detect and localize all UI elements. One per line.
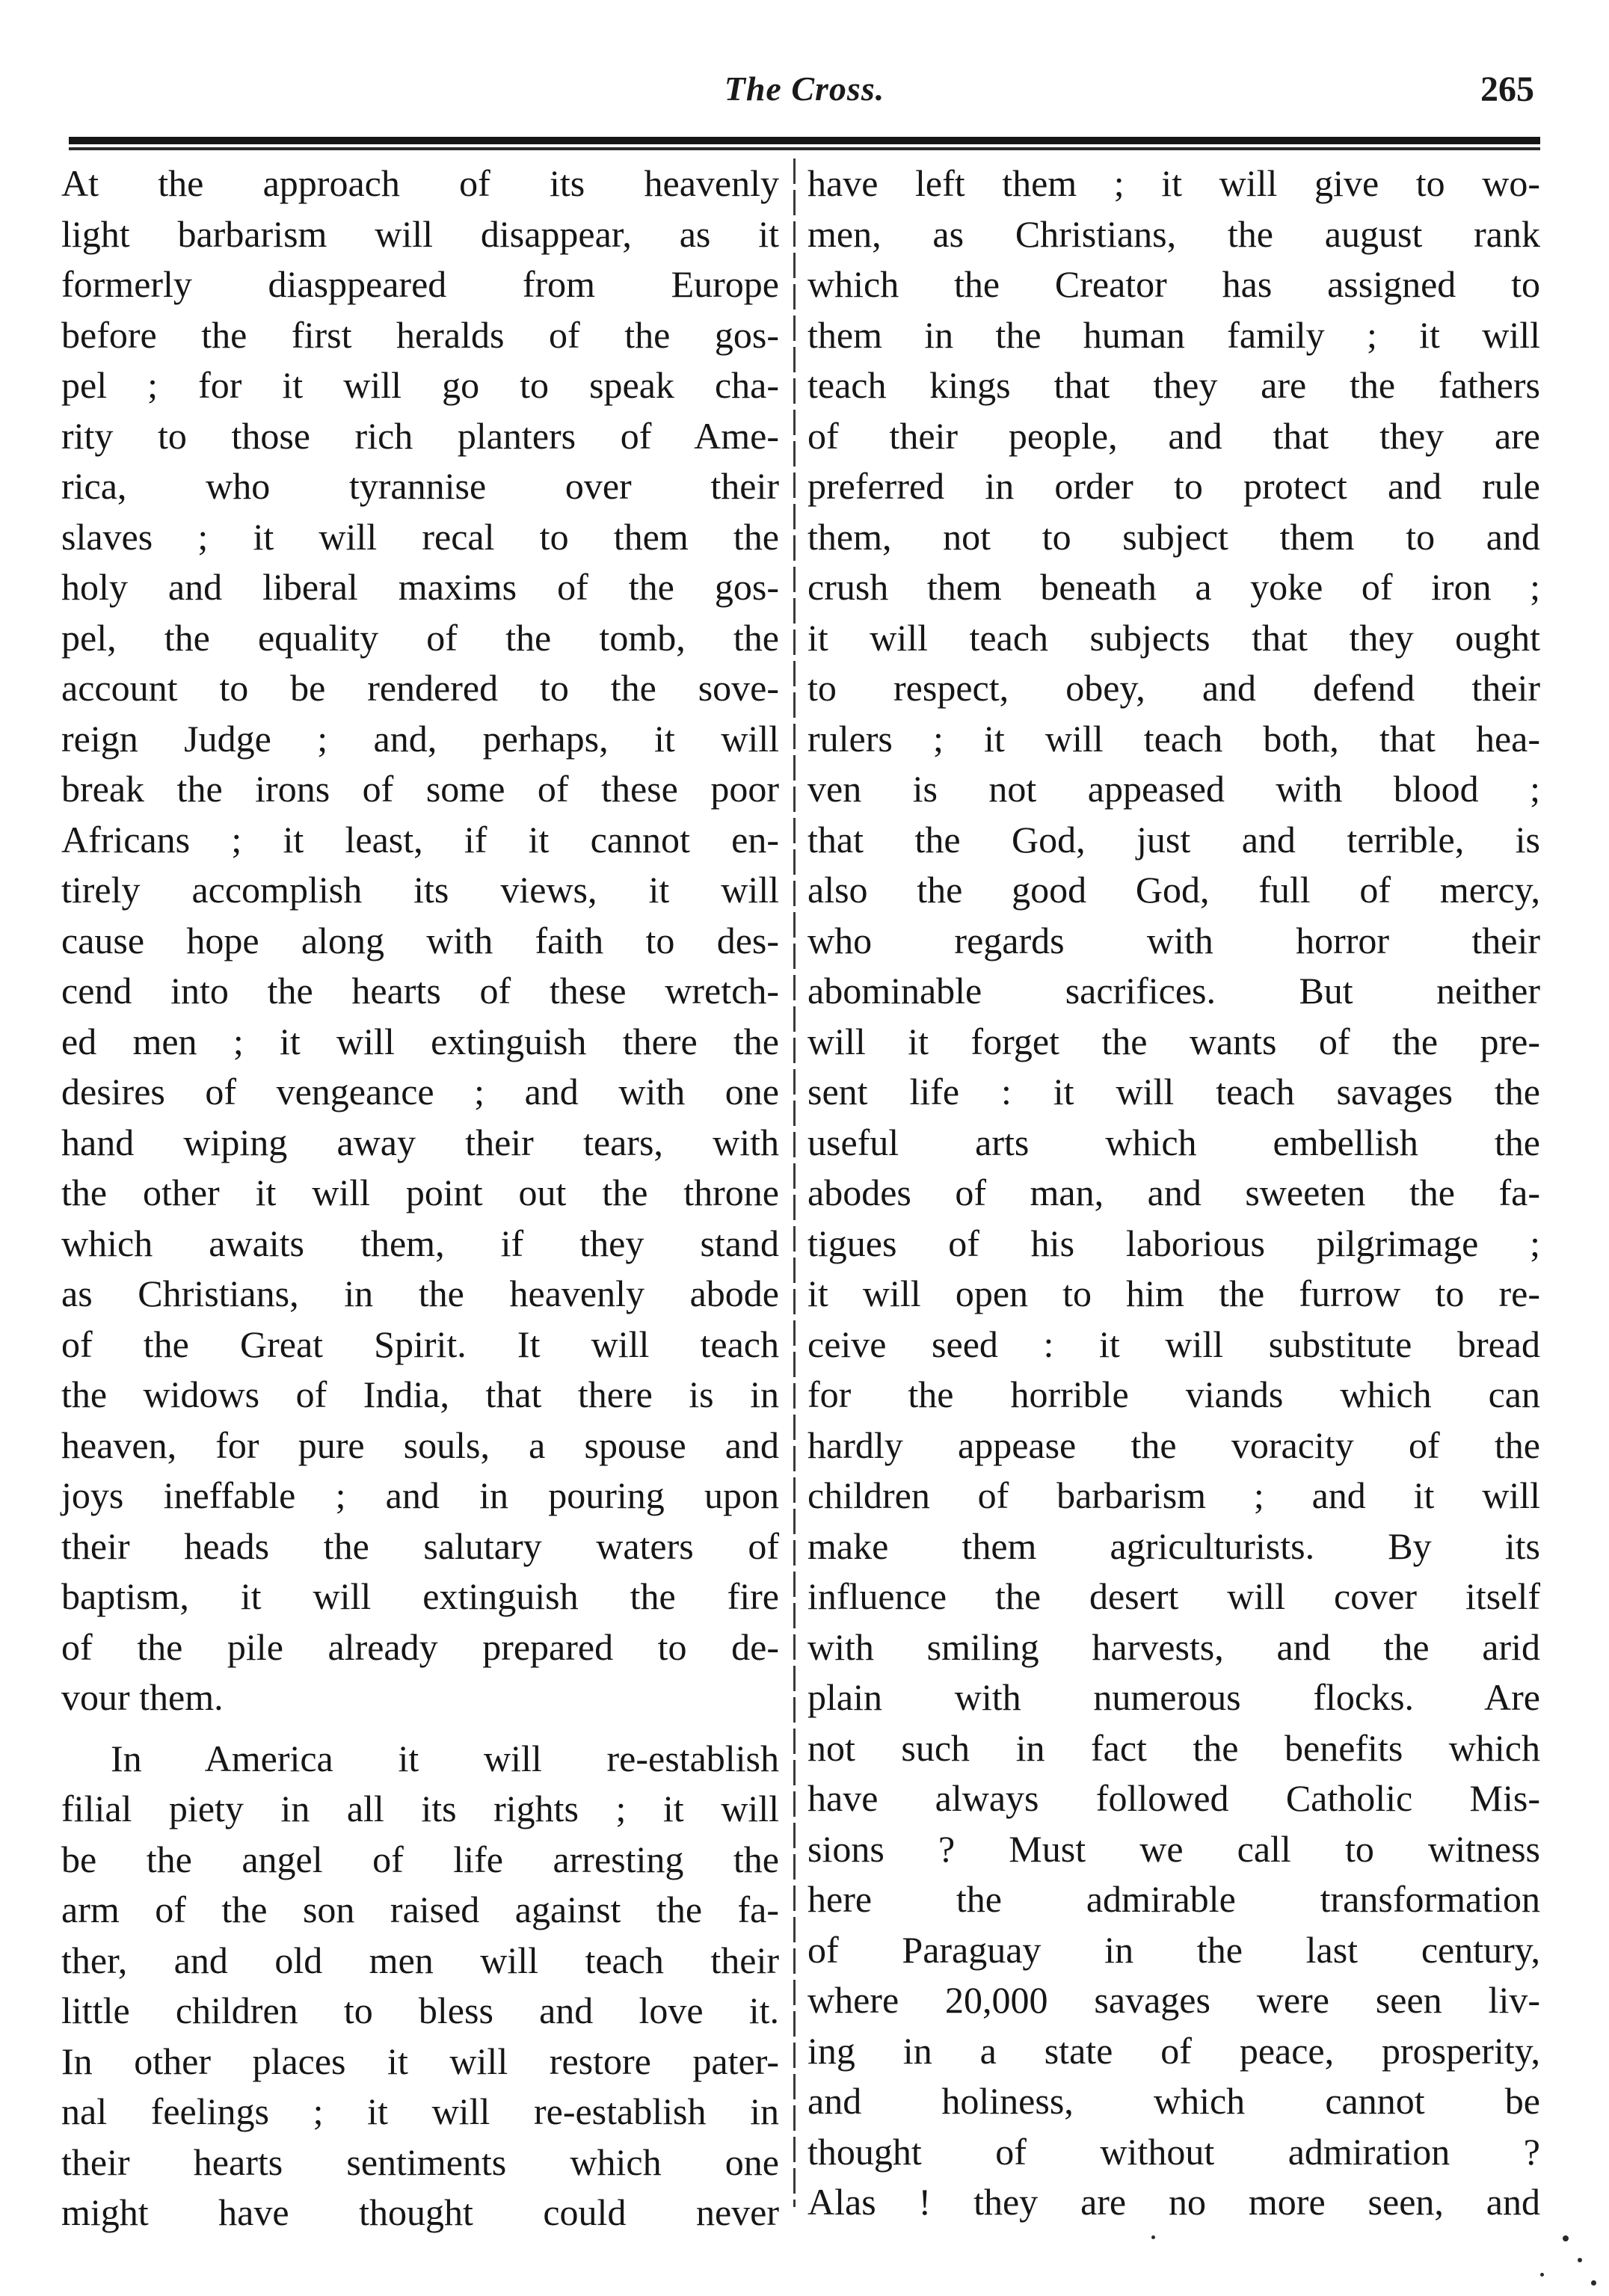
text-line: tigues of his laborious pilgrimage ; [807, 1222, 1540, 1264]
scan-speck [1563, 2235, 1569, 2241]
text-line: Alas ! they are no more seen, and [807, 2181, 1540, 2223]
text-line: useful arts which embellish the [807, 1121, 1540, 1163]
page-number: 265 [1480, 70, 1534, 109]
text-line: holy and liberal maxims of the gos- [61, 566, 779, 608]
text-line: children of barbarism ; and it will [807, 1474, 1540, 1516]
text-line: joys ineffable ; and in pouring upon [61, 1474, 779, 1516]
text-line: it will open to him the furrow to re- [807, 1272, 1540, 1314]
text-line: baptism, it will extinguish the fire [61, 1575, 779, 1617]
text-line: filial piety in all its rights ; it will [61, 1788, 779, 1829]
text-line: thought of without admiration ? [807, 2130, 1540, 2173]
left-paragraph-1 [61, 158, 779, 1723]
text-line: ther, and old men will teach their [61, 1939, 779, 1981]
text-line: little children to bless and love it. [61, 1989, 779, 2031]
text-line: that the God, just and terrible, is [807, 818, 1540, 861]
text-line: tirely accomplish its views, it will [61, 869, 779, 911]
text-line: slaves ; it will recal to them the [61, 515, 779, 558]
text-line: their hearts sentiments which one [61, 2140, 779, 2183]
text-line: ceive seed : it will substitute bread [807, 1323, 1540, 1365]
text-line: have always followed Catholic Mis- [807, 1777, 1540, 1819]
text-line: rica, who tyrannise over their [61, 465, 779, 507]
text-line: who regards with horror their [807, 919, 1540, 961]
text-line: desires of vengeance ; and with one [61, 1071, 779, 1112]
text-line: their heads the salutary waters of [61, 1524, 779, 1567]
text-line: for the horrible viands which can [807, 1373, 1540, 1415]
text-line: of Paraguay in the last century, [807, 1928, 1540, 1971]
text-line: ing in a state of peace, prosperity, [807, 2029, 1540, 2072]
text-line: them in the human family ; it will [807, 313, 1540, 356]
text-line: break the irons of some of these poor [61, 768, 779, 810]
text-line: be the angel of life arresting the [61, 1838, 779, 1880]
text-line: will it forget the wants of the pre- [807, 1020, 1540, 1062]
running-header-title: The Cross. [724, 70, 885, 108]
text-line: In other places it will restore pater- [61, 2040, 779, 2082]
text-line: of the pile already prepared to de- [61, 1625, 779, 1668]
text-line: the widows of India, that there is in [61, 1373, 779, 1415]
text-line: of the Great Spirit. It will teach [61, 1323, 779, 1365]
text-line: formerly diasppeared from Europe [61, 263, 779, 305]
text-line: and holiness, which cannot be [807, 2080, 1540, 2122]
text-line: abodes of man, and sweeten the fa- [807, 1172, 1540, 1213]
text-line: arm of the son raised against the fa- [61, 1889, 779, 1930]
right-column [807, 158, 1540, 2228]
header-rule [69, 137, 1540, 144]
scan-speck [1540, 2273, 1544, 2277]
text-line: rity to those rich planters of Ame- [61, 414, 779, 457]
header-rule-thin [69, 147, 1540, 150]
text-line: have left them ; it will give to wo- [807, 162, 1540, 204]
text-line: nal feelings ; it will re-establish in [61, 2090, 779, 2132]
text-line: them, not to subject them to and [807, 515, 1540, 558]
text-line: which awaits them, if they stand [61, 1222, 779, 1264]
text-line: as Christians, in the heavenly abode [61, 1272, 779, 1314]
text-line: here the admirable transformation [807, 1878, 1540, 1920]
text-line: ed men ; it will extinguish there the [61, 1020, 779, 1062]
scan-speck [1578, 2258, 1582, 2262]
text-line: influence the desert will cover itself [807, 1575, 1540, 1617]
text-line: reign Judge ; and, perhaps, it will [61, 717, 779, 760]
text-line: which the Creator has assigned to [807, 263, 1540, 305]
text-line: abominable sacrifices. But neither [807, 970, 1540, 1012]
text-line: At the approach of its heavenly [61, 162, 779, 204]
text-line: sions ? Must we call to witness [807, 1827, 1540, 1870]
text-line: before the first heralds of the gos- [61, 313, 779, 356]
text-line: men, as Christians, the august rank [807, 212, 1540, 255]
text-line: pel ; for it will go to speak cha- [61, 364, 779, 406]
text-line: preferred in order to protect and rule [807, 465, 1540, 507]
text-line: hardly appease the voracity of the [807, 1424, 1540, 1466]
text-line: rulers ; it will teach both, that hea- [807, 717, 1540, 760]
scan-speck [1591, 2280, 1596, 2286]
text-line: sent life : it will teach savages the [807, 1071, 1540, 1112]
text-line: Africans ; it least, if it cannot en- [61, 818, 779, 861]
text-line: not such in fact the benefits which [807, 1726, 1540, 1769]
text-line: to respect, obey, and defend their [807, 667, 1540, 709]
text-line: In America it will re-establish [111, 1737, 779, 1779]
text-line: pel, the equality of the tomb, the [61, 616, 779, 659]
text-line: vour them. [61, 1676, 224, 1718]
text-line: ven is not appeased with blood ; [807, 768, 1540, 810]
text-line: teach kings that they are the fathers [807, 364, 1540, 406]
text-line: with smiling harvests, and the arid [807, 1625, 1540, 1668]
left-paragraph-2 [61, 1734, 779, 2238]
text-line: cause hope along with faith to des- [61, 919, 779, 961]
text-line: hand wiping away their tears, with [61, 1121, 779, 1163]
text-line: plain with numerous flocks. Are [807, 1676, 1540, 1718]
text-line: it will teach subjects that they ought [807, 616, 1540, 659]
text-line: might have thought could never [61, 2191, 779, 2233]
text-line: where 20,000 savages were seen liv- [807, 1979, 1540, 2021]
left-column [61, 158, 779, 2238]
scan-speck [1151, 2235, 1155, 2239]
text-line: also the good God, full of mercy, [807, 869, 1540, 911]
text-line: cend into the hearts of these wretch- [61, 970, 779, 1012]
text-line: the other it will point out the throne [61, 1172, 779, 1213]
paragraph-gap [61, 1723, 779, 1734]
text-line: heaven, for pure souls, a spouse and [61, 1424, 779, 1466]
text-line: of their people, and that they are [807, 414, 1540, 457]
text-line: crush them beneath a yoke of iron ; [807, 566, 1540, 608]
text-line: account to be rendered to the sove- [61, 667, 779, 709]
text-line: make them agriculturists. By its [807, 1524, 1540, 1567]
text-line: light barbarism will disappear, as it [61, 212, 779, 255]
column-divider [793, 158, 796, 2207]
